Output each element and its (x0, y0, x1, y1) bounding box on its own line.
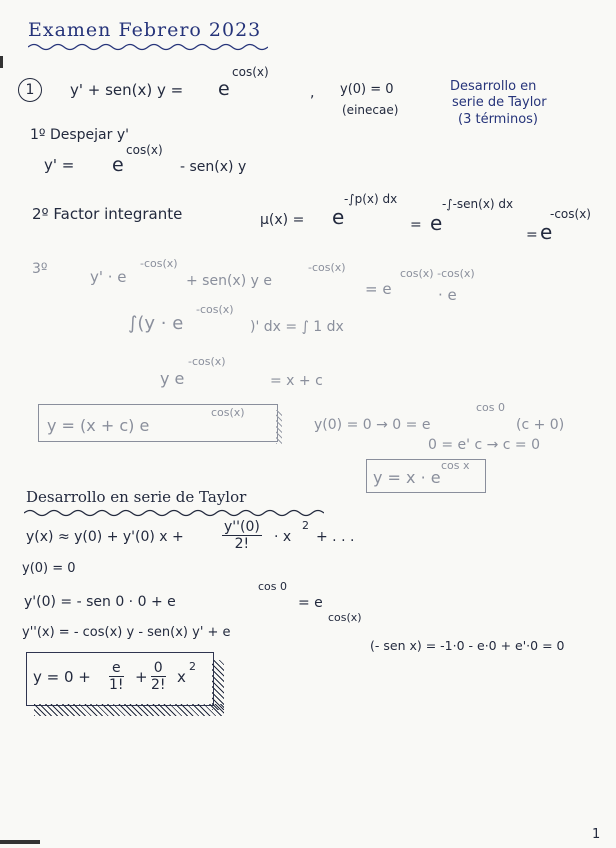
step2-e2: e (430, 211, 443, 235)
final-answer-box (26, 652, 214, 706)
taylor-heading: Desarrollo en serie de Taylor (26, 488, 247, 506)
step3-line1-b-sup: -cos(x) (308, 261, 346, 274)
final-fraction-2-numerator: 0 (151, 661, 166, 677)
taylor-line1-a: y(x) ≈ y(0) + y'(0) x + (26, 529, 184, 545)
taylor-line1-b: · x (274, 529, 292, 545)
condition-line-1: y(0) = 0 → 0 = e (314, 417, 431, 433)
final-fraction-2 (151, 661, 166, 692)
taylor-line1-b-sup: 2 (302, 519, 309, 532)
step3-line2-rest: )' dx = ∫ 1 dx (250, 319, 344, 335)
page-title: Examen Febrero 2023 (28, 19, 262, 41)
step3-line1-c-sup: cos(x) -cos(x) (400, 267, 475, 280)
problem-number-circle: 1 (18, 78, 42, 102)
title-underline-wave (28, 42, 268, 52)
final-fraction-1-denominator: 1! (109, 677, 124, 693)
final-x-sup: 2 (189, 660, 196, 673)
step1-rest: - sen(x) y (180, 159, 247, 175)
step1-lhs: y' = (44, 156, 75, 174)
step1-heading: 1º Despejar y' (30, 127, 129, 143)
result1-text: y = (x + c) e (47, 416, 150, 435)
final-box-shadow-right (212, 660, 224, 710)
taylor-line1-c: + . . . (316, 529, 355, 545)
taylor-line4-b: (- sen x) = -1·0 - e·0 + e'·0 = 0 (370, 638, 565, 653)
step2-eq2: = (410, 217, 422, 233)
step3-line3-rest: = x + c (270, 373, 323, 389)
scan-margin-mark-top (0, 56, 3, 68)
result1-box (38, 404, 278, 442)
taylor-line1-fraction (222, 520, 262, 551)
problem-exp-base: e (218, 78, 230, 100)
initial-condition: y(0) = 0 (340, 82, 394, 97)
step3-line2: ∫(y · e (128, 313, 184, 334)
final-x: x (177, 668, 186, 686)
taylor-line4-sup: cos(x) (328, 611, 362, 624)
taylor-line3-sup: cos 0 (258, 580, 288, 593)
page-number-mark: 1 (592, 827, 601, 842)
taylor-line3-b: = e (298, 595, 323, 611)
taylor-line4-a: y''(x) = - cos(x) y - sen(x) y' + e (22, 625, 231, 640)
problem-exp-sup: cos(x) (232, 65, 269, 79)
final-box-shadow-bottom (34, 704, 224, 716)
problem-separator: , (310, 85, 315, 101)
result2-sup: cos x (441, 459, 470, 472)
condition-line-2: 0 = e' c → c = 0 (428, 437, 541, 453)
step1-exp-sup: cos(x) (126, 143, 163, 157)
condition-line-1-rest: (c + 0) (516, 417, 565, 433)
step2-e1-sup: -∫p(x) dx (344, 192, 398, 206)
step3-line1-a: y' · e (90, 268, 127, 286)
final-fraction-2-denominator: 2! (151, 677, 166, 693)
step1-exp-base: e (112, 154, 124, 176)
step3-line1-d: · e (438, 286, 457, 304)
result1-sup: cos(x) (211, 406, 245, 419)
final-fraction-1 (109, 661, 124, 692)
step2-e2-sup: -∫-sen(x) dx (442, 197, 514, 211)
step2-mu: μ(x) = (260, 212, 305, 228)
problem-equation: y' + sen(x) y = (70, 81, 184, 99)
instruction-line-3: (3 términos) (458, 112, 538, 127)
step3-line1-a-sup: -cos(x) (140, 257, 178, 270)
taylor-fraction-denominator: 2! (234, 536, 250, 552)
scan-margin-mark-bottom (0, 840, 40, 844)
final-fraction-1-numerator: e (109, 661, 124, 677)
step2-e3-sup: -cos(x) (550, 207, 591, 221)
instruction-line-1: Desarrollo en (450, 79, 537, 94)
result1-box-shadow (276, 410, 282, 444)
taylor-line2: y(0) = 0 (22, 561, 76, 576)
taylor-line3-a: y'(0) = - sen 0 · 0 + e (24, 594, 176, 610)
step3-line1-c: = e (365, 280, 392, 298)
instruction-line-2: serie de Taylor (452, 95, 547, 110)
result2-text: y = x · e (373, 468, 441, 487)
step3-line1-b: + sen(x) y e (186, 273, 272, 289)
condition-line-1-sup: cos 0 (476, 401, 506, 414)
step3-heading: 3º (32, 261, 48, 277)
result2-box (366, 459, 486, 493)
step2-heading: 2º Factor integrante (32, 205, 183, 223)
step3-line3-sup: -cos(x) (188, 355, 226, 368)
step2-e3: e (540, 220, 553, 244)
step2-e1: e (332, 205, 345, 229)
taylor-fraction-numerator: y''(0) (224, 519, 260, 535)
step2-eq3: = (526, 227, 538, 243)
taylor-heading-underline-wave (24, 508, 324, 518)
final-plus: + (135, 668, 148, 686)
step3-line3: y e (160, 369, 185, 388)
initial-condition-note: (einecae) (342, 103, 399, 117)
step3-line2-sup: -cos(x) (196, 303, 234, 316)
final-lhs: y = 0 + (33, 668, 91, 686)
